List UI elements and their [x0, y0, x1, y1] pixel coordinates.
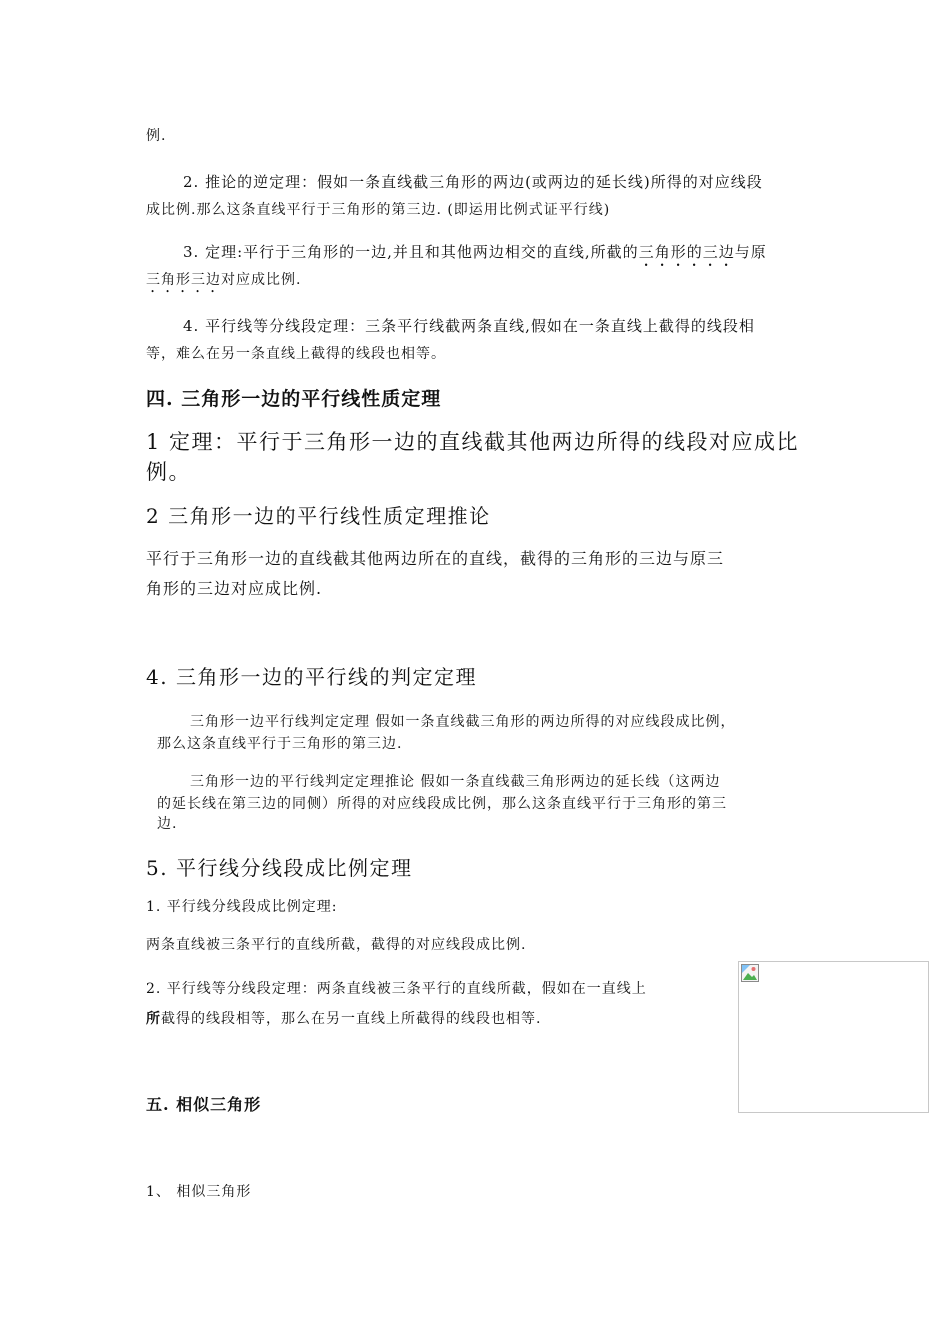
section-5a-heading: 5. 平行线分线段成比例定理	[146, 856, 413, 880]
theorem-3-emphasis-2: 三角形三边	[146, 272, 221, 288]
section-5a-item2-line1: 2. 平行线等分线段定理：两条直线被三条平行的直线所截，假如在一直线上	[146, 981, 647, 997]
theorem-3-text: 3. 定理:平行于三角形的一边,并且和其他两边相交的直线,所截的	[183, 243, 639, 261]
section-5-item1: 1、 相似三角形	[146, 1184, 252, 1200]
determination-corollary-line1: 三角形一边的平行线判定定理推论 假如一条直线截三角形两边的延长线（这两边	[190, 774, 721, 790]
section-5a-item2-line2	[146, 1005, 541, 1033]
theorem-3-text-end: 与原	[734, 243, 767, 261]
section-4-item1-line2: 例。	[146, 460, 191, 484]
determination-theorem-line1: 三角形一边平行线判定定理 假如一条直线截三角形的两边所得的对应线段成比例，	[190, 714, 736, 730]
section-5-heading: 五. 相似三角形	[146, 1095, 262, 1114]
determination-theorem-line2: 那么这条直线平行于三角形的第三边.	[157, 736, 403, 752]
section-4b-heading: 4. 三角形一边的平行线的判定定理	[146, 665, 477, 689]
section-4-item1-line1: 1 定理：平行于三角形一边的直线截其他两边所得的线段对应成比	[146, 430, 800, 454]
theorem-4-line1: 4. 平行线等分线段定理：三条平行线截两条直线,假如在一条直线上截得的线段相	[183, 317, 755, 335]
section-4-item2-body-line1: 平行于三角形一边的直线截其他两边所在的直线，截得的三角形的三边与原三	[146, 549, 725, 568]
section-4-item2-body-line2: 角形的三边对应成比例.	[146, 579, 323, 598]
corollary-converse-line2: 成比例.那么这条直线平行于三角形的第三边. (即运用比例式证平行线)	[146, 202, 611, 218]
section-5a-item2-line2-text: 截得的线段相等，那么在另一直线上所截得的线段也相等.	[161, 1011, 542, 1027]
paragraph-tail: 例.	[146, 128, 167, 144]
corollary-converse-line1: 2. 推论的逆定理：假如一条直线截三角形的两边(或两边的延长线)所得的对应线段	[183, 173, 763, 191]
determination-corollary-line3: 边.	[157, 816, 178, 832]
section-5a-item1-body: 两条直线被三条平行的直线所截，截得的对应线段成比例.	[146, 937, 527, 953]
section-4-item2: 2 三角形一边的平行线性质定理推论	[146, 504, 491, 528]
theorem-3-line2	[146, 266, 301, 296]
broken-image-icon	[741, 964, 759, 982]
bold-char: 所	[146, 1011, 161, 1027]
theorem-3-emphasis: 三角形的三边	[638, 243, 735, 261]
section-5a-item1: 1. 平行线分线段成比例定理:	[146, 899, 338, 915]
theorem-4-line2: 等，难么在另一条直线上截得的线段也相等。	[146, 346, 446, 362]
section-4-heading: 四. 三角形一边的平行线性质定理	[146, 388, 442, 410]
embedded-image-placeholder	[738, 961, 929, 1113]
theorem-3-text-2: 对应成比例.	[221, 272, 302, 288]
determination-corollary-line2: 的延长线在第三边的同侧）所得的对应线段成比例，那么这条直线平行于三角形的第三	[157, 796, 727, 812]
